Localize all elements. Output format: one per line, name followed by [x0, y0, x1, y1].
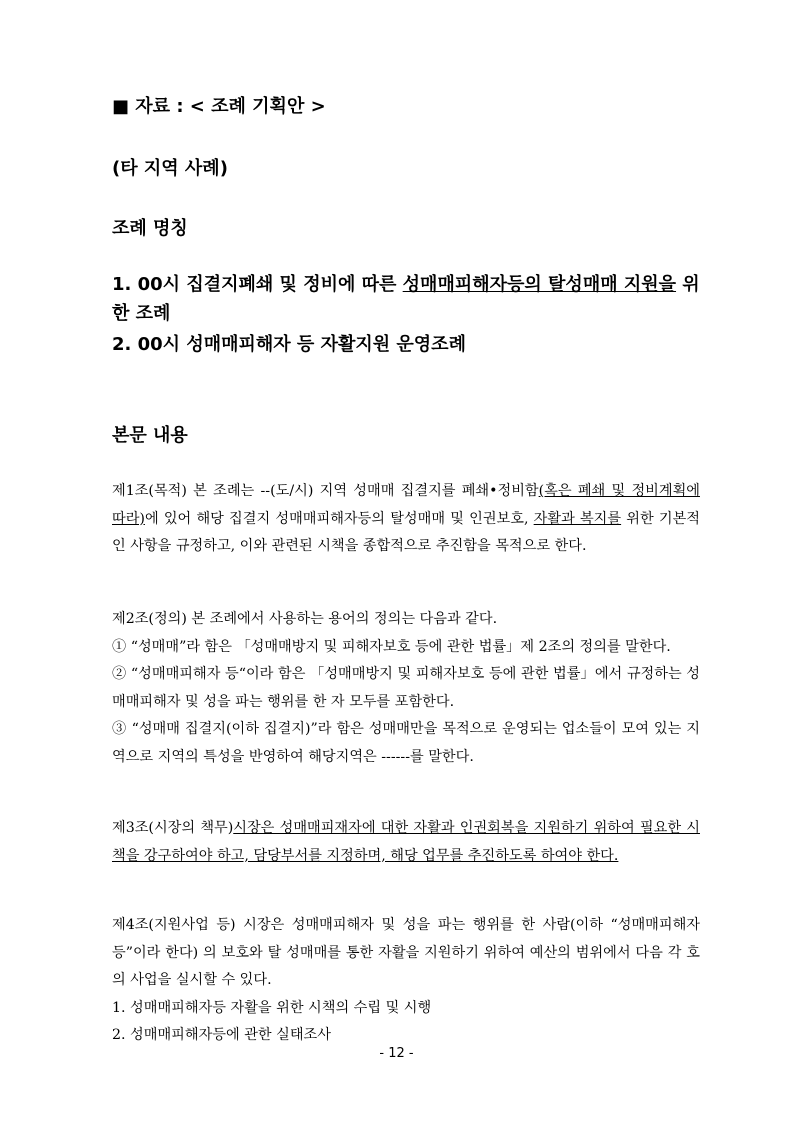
ordinance-name-heading: 조례 명칭 — [112, 218, 188, 239]
page-number: - 12 - — [379, 1046, 414, 1061]
art2-item-2: ② “성매매피해자 등“이라 함은 「성매매방지 및 피해자보호 등에 관한 법률」에서 규정하는 성매매피해자 및 성을 파는 행위를 한 자 모두를 포함한다. — [112, 666, 700, 710]
art3-underlined: 시장은 성매매피재자에 대한 자활과 인권회복을 지원하기 위하여 필요한 시책을 강구하여야 하고, 담당부서를 지정하며, 해당 업무를 추진하도록 하여야 한다. — [112, 820, 700, 864]
art2-item-1: ① “성매매”라 함은 「성매매방지 및 피해자보호 등에 관한 법률」제 2조의 정의를 말한다. — [112, 638, 671, 655]
body-heading: 본문 내용 — [112, 425, 188, 446]
article-1 — [112, 478, 700, 561]
art4-intro: 제4조(지원사업 등) 시장은 성매매피해자 및 성을 파는 행위를 한 사람(이하 “성매매피해자등”이라 한다) 의 보호와 탈 성매매를 통한 자활을 지원하기 위하여 예산의 범위에서 다음 각 호의 사업을 실시할 수 있다. — [112, 917, 700, 988]
article-2 — [112, 606, 700, 771]
art1-underline-1: (혹은 폐쇄 및 정비계획에 따라) — [112, 483, 700, 527]
article-3 — [112, 815, 700, 870]
art1-text-c: 위한 기본적인 사항을 규정하고, 이와 관련된 시책을 종합적으로 추진함을 목적으로 한다. — [112, 510, 701, 554]
title-1-suffix: 위한 조례 — [112, 274, 700, 324]
art4-item-1: 1. 성매매피해자등 자활을 위한 시책의 수립 및 시행 — [112, 999, 432, 1016]
ordinance-title-1 — [112, 270, 700, 328]
title-1-prefix: 1. 00시 집결지폐쇄 및 정비에 따른 — [112, 274, 403, 295]
art1-text-a: 제1조(목적) 본 조례는 --(도/시) 지역 성매매 집결지를 폐쇄•정비함 — [112, 483, 539, 499]
art1-text-b: 에 있어 해당 집결지 성매매피해자등의 탈성매매 및 인권보호, — [144, 510, 534, 527]
ordinance-title-2: 2. 00시 성매매피해자 등 자활지원 운영조례 — [112, 334, 466, 355]
art3-title: 제3조(시장의 책무) — [112, 820, 234, 836]
material-label: ■ 자료 : < 조례 기획안 > — [112, 96, 326, 117]
art4-item-2: 2. 성매매피해자등에 관한 실태조사 — [112, 1027, 331, 1043]
article-4 — [112, 912, 700, 1050]
art1-underline-2: 자활과 복지를 — [533, 510, 622, 527]
art2-item-3: ③ “성매매 집결지(이하 집결지)”라 함은 성매매만을 목적으로 운영되는 업소들이 모여 있는 지역으로 지역의 특성을 반영하여 해당지역은 ------를 말한다. — [112, 721, 700, 765]
art2-intro: 제2조(정의) 본 조례에서 사용하는 용어의 정의는 다음과 같다. — [112, 611, 498, 627]
title-1-underlined: 성매매피해자등의 탈성매매 지원을 — [402, 274, 677, 295]
region-note: (타 지역 사례) — [112, 158, 228, 179]
